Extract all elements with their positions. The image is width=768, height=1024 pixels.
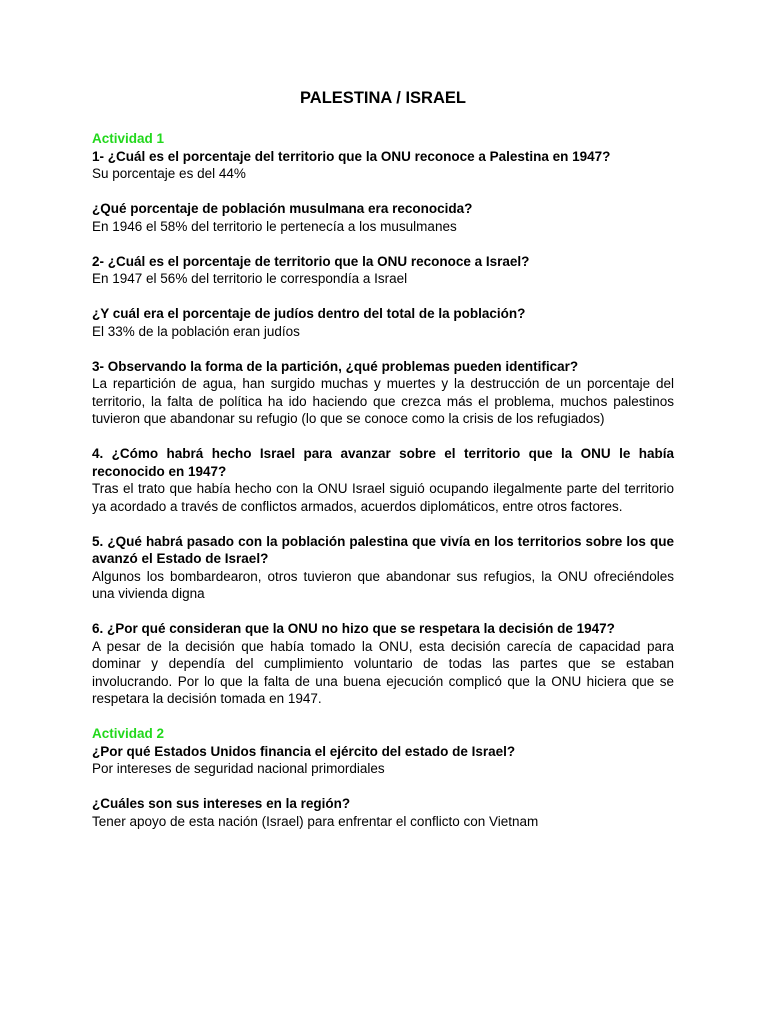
question-text: ¿Y cuál era el porcentaje de judíos dentro del total de la población?: [92, 306, 526, 321]
question-text: 3- Observando la forma de la partición, ¿qué problemas pueden identificar?: [92, 358, 579, 374]
answer-text: Por intereses de seguridad nacional primordiales: [92, 761, 385, 776]
answer-text: Tener apoyo de esta nación (Israel) para enfrentar el conflicto con Vietnam: [92, 813, 539, 829]
section-label: Actividad 2: [92, 726, 165, 741]
section-actividad-1: [92, 130, 674, 708]
qa-item: [92, 200, 674, 235]
answer-text: Tras el trato que había hecho con la ONU Israel siguió ocupando ilegalmente parte del territorio ya acordado a través de conflictos armados, acuerdos diplomáticos, entre otros factores.: [92, 481, 674, 514]
qa-item: [92, 253, 674, 288]
answer-text: La repartición de agua, han surgido muchas y muertes y la destrucción de un porcentaje del territorio, la falta de política ha ido haciendo que crezca más el problema, muchos palestinos tuvieron que abandonar su refugio (lo que se conoce como la crisis de los refugiados): [92, 376, 674, 426]
page-title: PALESTINA / ISRAEL: [300, 89, 466, 107]
question-text: 1- ¿Cuál es el porcentaje del territorio que la ONU reconoce a Palestina en 1947?: [92, 148, 611, 164]
qa-item: [92, 445, 674, 515]
qa-item: [92, 358, 674, 428]
answer-text: A pesar de la decisión que había tomado la ONU, esta decisión carecía de capacidad para dominar y dependía del cumplimiento voluntario de todas las partes que se estaban involucrando. Por lo que la falta de una buena ejecución complicó que la ONU hiciera que se respetara la decisión tomada en 1947.: [92, 638, 674, 706]
answer-text: El 33% de la población eran judíos: [92, 323, 300, 339]
question-text: ¿Qué porcentaje de población musulmana era reconocida?: [92, 201, 473, 216]
section-actividad-2: [92, 725, 674, 830]
answer-text: Su porcentaje es del 44%: [92, 166, 246, 181]
answer-text: En 1946 el 58% del territorio le pertenecía a los musulmanes: [92, 218, 457, 234]
document-page: [92, 88, 674, 848]
qa-item: [92, 743, 674, 778]
question-text: 4. ¿Cómo habrá hecho Israel para avanzar sobre el territorio que la ONU le había reconocido en 1947?: [92, 446, 674, 479]
qa-item: [92, 533, 674, 603]
qa-item: [92, 620, 674, 708]
answer-text: En 1947 el 56% del territorio le correspondía a Israel: [92, 271, 408, 286]
question-text: 2- ¿Cuál es el porcentaje de territorio que la ONU reconoce a Israel?: [92, 253, 530, 269]
question-text: ¿Por qué Estados Unidos financia el ejército del estado de Israel?: [92, 743, 516, 759]
qa-item: [92, 148, 674, 183]
question-text: 5. ¿Qué habrá pasado con la población palestina que vivía en los territorios sobre los que avanzó el Estado de Israel?: [92, 533, 674, 566]
qa-item: [92, 305, 674, 340]
answer-text: Algunos los bombardearon, otros tuvieron que abandonar sus refugios, la ONU ofreciéndoles una vivienda digna: [92, 568, 674, 601]
question-text: 6. ¿Por qué consideran que la ONU no hizo que se respetara la decisión de 1947?: [92, 621, 615, 636]
qa-item: [92, 795, 674, 830]
question-text: ¿Cuáles son sus intereses en la región?: [92, 796, 351, 811]
section-label: Actividad 1: [92, 131, 165, 146]
